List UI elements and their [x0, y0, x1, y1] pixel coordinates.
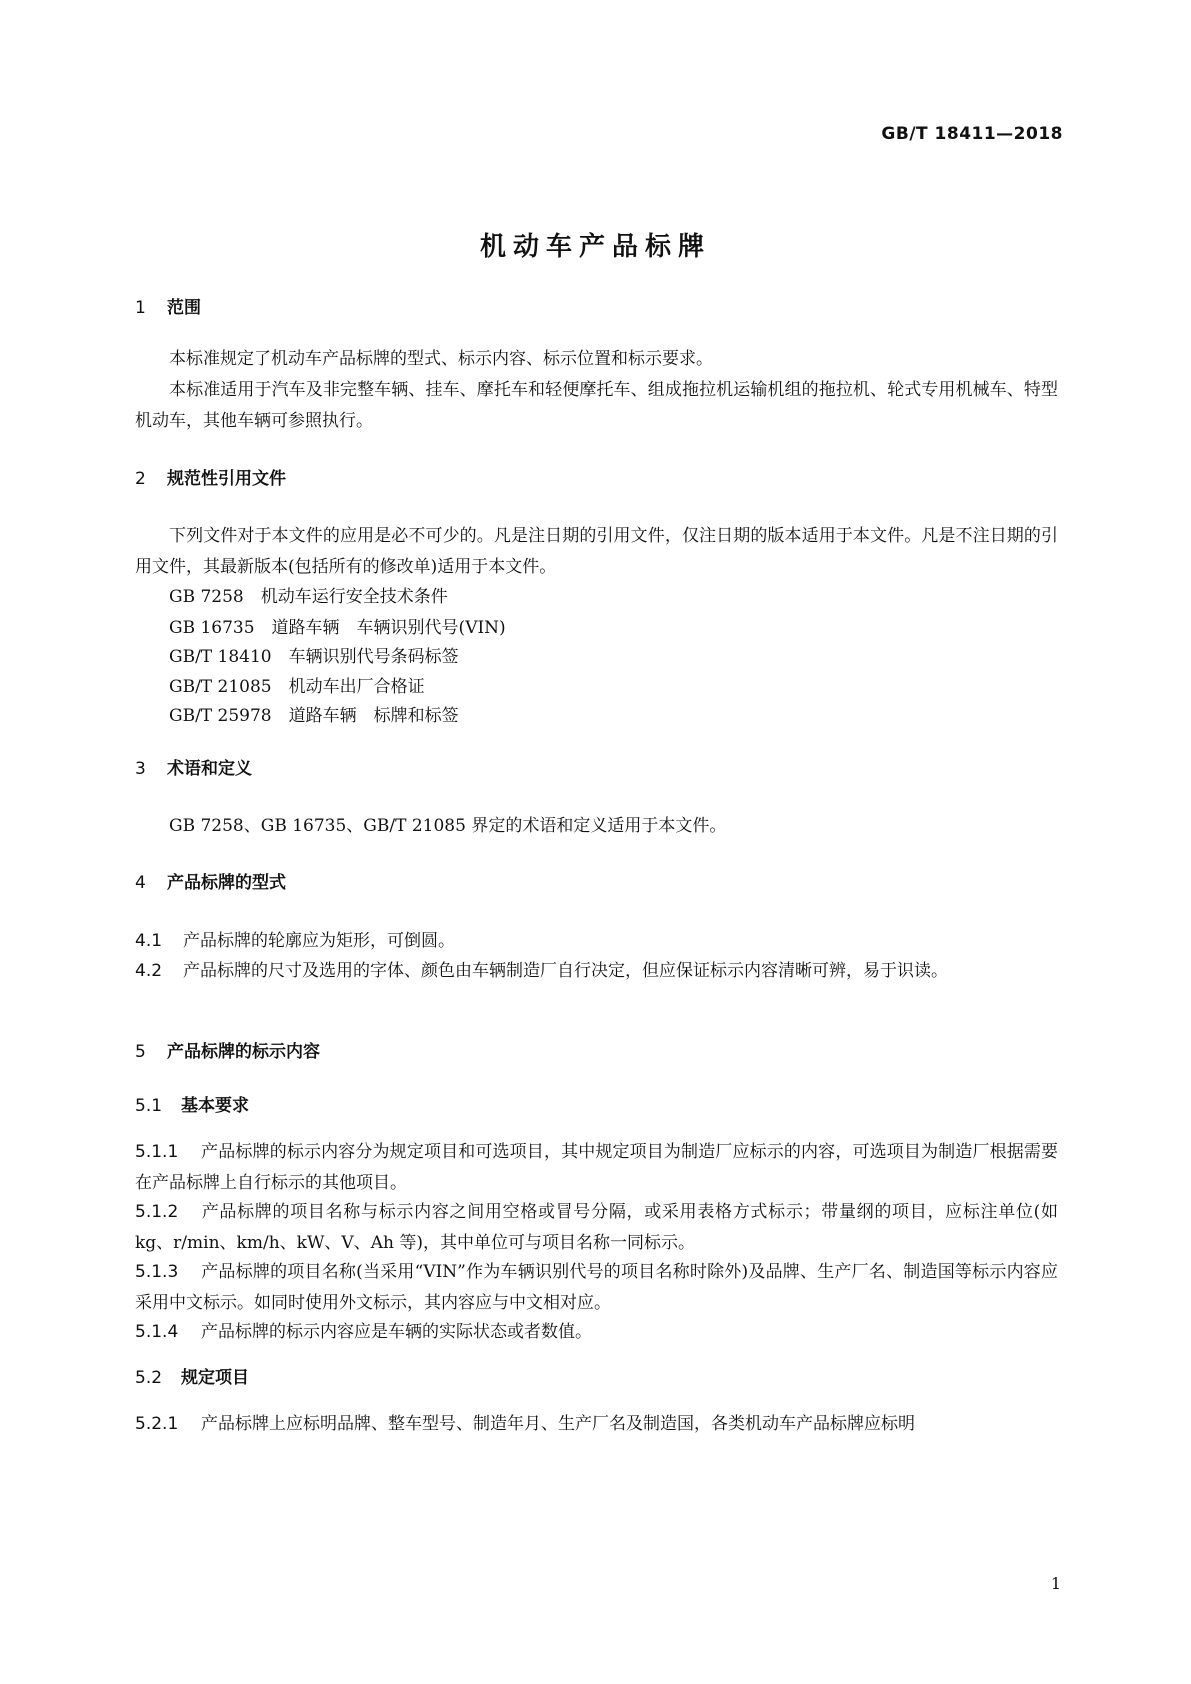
reference-item: GB 7258 机动车运行安全技术条件 [169, 587, 448, 607]
clause-text: 产品标牌的尺寸及选用的字体、颜色由车辆制造厂自行决定，但应保证标示内容清晰可辨，易于识读。 [183, 961, 948, 981]
clause-number: 5.1.3 [135, 1262, 179, 1282]
subsection-5-1-heading [135, 1091, 249, 1122]
clause-5-1-4 [135, 1317, 1058, 1348]
clause-5-1-3 [135, 1257, 1058, 1319]
clause-4-1 [135, 926, 1058, 957]
section-number: 3 [135, 759, 146, 779]
section-number: 2 [135, 469, 146, 489]
clause-4-2 [135, 956, 1058, 987]
section-title: 术语和定义 [167, 759, 252, 779]
section-title: 规范性引用文件 [167, 469, 286, 489]
subsection-number: 5.1 [135, 1096, 163, 1116]
clause-text: 产品标牌的项目名称(当采用“VIN”作为车辆识别代号的项目名称时除外)及品牌、生产厂名、制造国等标示内容应采用中文标示。如同时使用外文标示，其内容应与中文相对应。 [135, 1262, 1058, 1313]
section-number: 1 [135, 298, 146, 318]
section-2-paragraph-1: 下列文件对于本文件的应用是必不可少的。凡是注日期的引用文件，仅注日期的版本适用于本文件。凡是不注日期的引用文件，其最新版本(包括所有的修改单)适用于本文件。 [135, 526, 1058, 577]
subsection-5-2-heading [135, 1363, 249, 1394]
section-3-paragraph-1: GB 7258、GB 16735、GB/T 21085 界定的术语和定义适用于本文件。 [169, 816, 727, 836]
clause-text: 产品标牌的标示内容应是车辆的实际状态或者数值。 [201, 1322, 592, 1342]
subsection-number: 5.2 [135, 1368, 163, 1388]
clause-5-2-1 [135, 1409, 1058, 1440]
section-number: 4 [135, 873, 146, 893]
clause-5-1-2 [135, 1197, 1058, 1259]
clause-number: 5.1.4 [135, 1322, 179, 1342]
document-title: 机动车产品标牌 [479, 232, 711, 262]
section-4-heading [135, 868, 286, 899]
page-number: 1 [1050, 1574, 1061, 1593]
section-2-heading [135, 464, 286, 495]
subsection-title: 基本要求 [181, 1096, 249, 1116]
reference-item: GB/T 21085 机动车出厂合格证 [169, 677, 425, 697]
clause-number: 5.2.1 [135, 1414, 179, 1434]
section-title: 范围 [167, 298, 201, 318]
section-title: 产品标牌的型式 [167, 873, 286, 893]
section-3-heading [135, 754, 252, 785]
subsection-title: 规定项目 [181, 1368, 249, 1388]
clause-number: 4.2 [135, 961, 163, 981]
clause-5-1-1 [135, 1137, 1058, 1199]
clause-text: 产品标牌的标示内容分为规定项目和可选项目，其中规定项目为制造厂应标示的内容，可选项目为制造厂根据需要在产品标牌上自行标示的其他项目。 [135, 1142, 1058, 1193]
clause-text: 产品标牌上应标明品牌、整车型号、制造年月、生产厂名及制造国，各类机动车产品标牌应标明 [201, 1414, 915, 1434]
section-title: 产品标牌的标示内容 [167, 1042, 320, 1062]
clause-number: 4.1 [135, 931, 163, 951]
section-1-paragraph-2: 本标准适用于汽车及非完整车辆、挂车、摩托车和轻便摩托车、组成拖拉机运输机组的拖拉机、轮式专用机械车、特型机动车，其他车辆可参照执行。 [135, 380, 1058, 431]
reference-item: GB/T 18410 车辆识别代号条码标签 [169, 647, 459, 667]
section-number: 5 [135, 1042, 146, 1062]
reference-item: GB/T 25978 道路车辆 标牌和标签 [169, 706, 459, 726]
section-1-heading [135, 293, 201, 324]
standard-code: GB/T 18411—2018 [881, 124, 1063, 144]
section-1-paragraph-1: 本标准规定了机动车产品标牌的型式、标示内容、标示位置和标示要求。 [169, 349, 713, 369]
clause-number: 5.1.2 [135, 1202, 179, 1222]
reference-item: GB 16735 道路车辆 车辆识别代号(VIN) [169, 618, 506, 638]
clause-text: 产品标牌的轮廓应为矩形，可倒圆。 [183, 931, 455, 951]
clause-text: 产品标牌的项目名称与标示内容之间用空格或冒号分隔，或采用表格方式标示；带量纲的项目，应标注单位(如 kg、r/min、km/h、kW、V、Ah 等)，其中单位可与项目名称一同标示。 [135, 1202, 1058, 1253]
clause-number: 5.1.1 [135, 1142, 179, 1162]
section-5-heading [135, 1037, 320, 1068]
